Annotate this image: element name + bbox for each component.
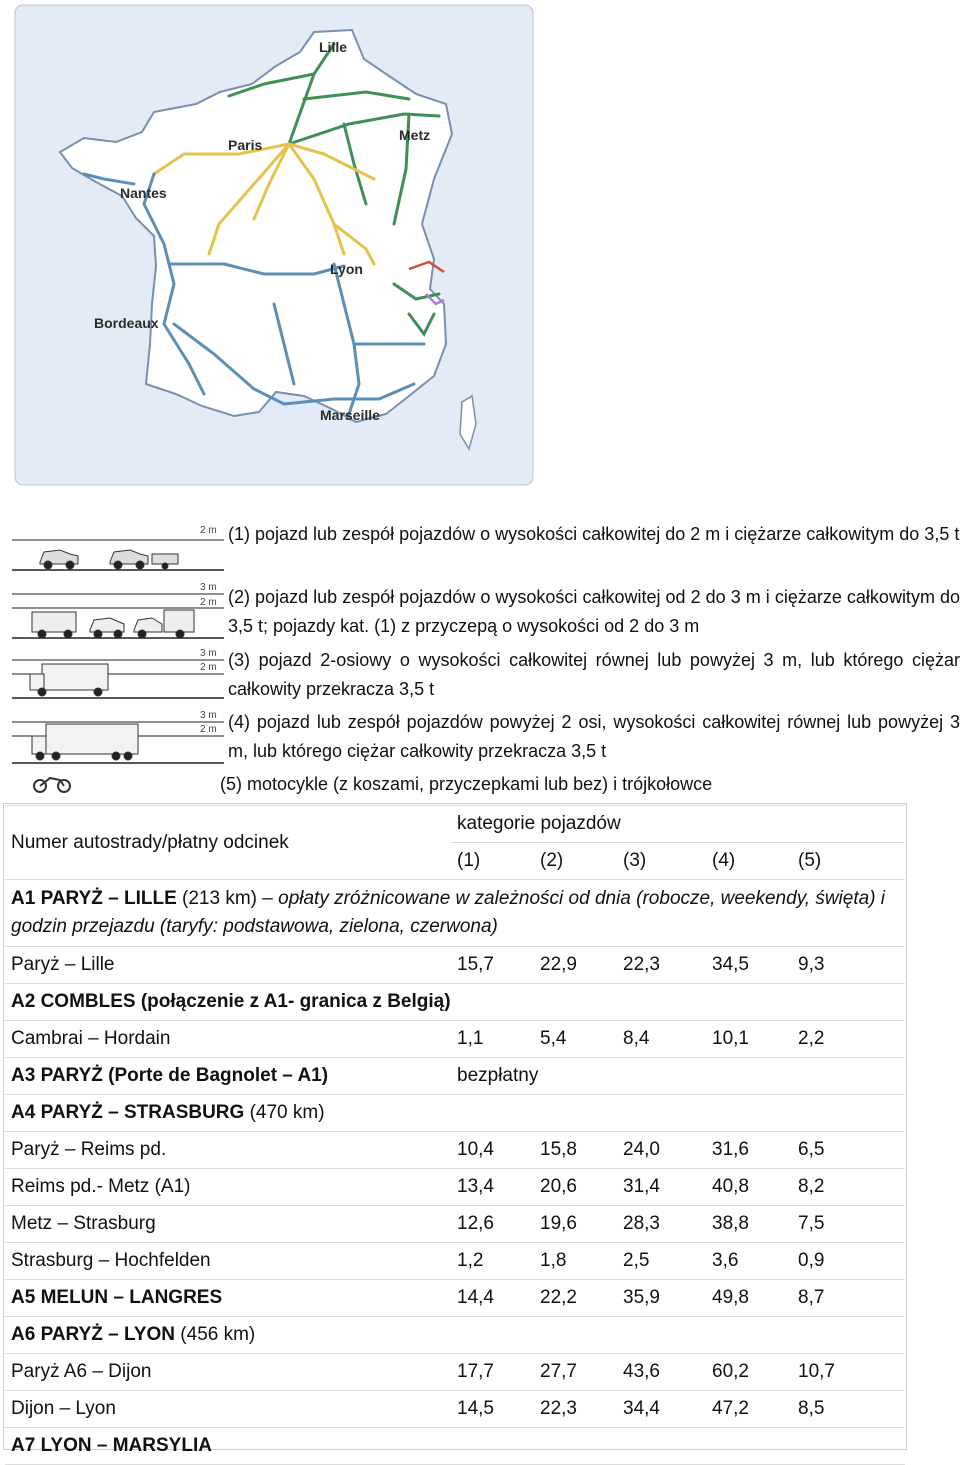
table-row: A3 PARYŻ (Porte de Bagnolet – A1) bezpłatny bbox=[5, 1058, 905, 1095]
semi-truck-icon bbox=[32, 724, 138, 760]
svg-text:2 m: 2 m bbox=[200, 525, 217, 536]
col-header-cat4: (4) bbox=[706, 843, 792, 880]
vehicle-icon-cat2 bbox=[12, 580, 224, 642]
col-header-cat1: (1) bbox=[451, 843, 534, 880]
city-label-lille: Lille bbox=[319, 39, 348, 55]
vehicle-icon-cat3 bbox=[12, 646, 224, 702]
category-1-description: (1) pojazd lub zespół pojazdów o wysokości całkowitej do 2 m i ciężarze całkowitym do 3,5 t bbox=[228, 524, 960, 544]
svg-text:3 m: 3 m bbox=[200, 648, 217, 659]
city-label-paris: Paris bbox=[228, 137, 263, 153]
city-label-nantes: Nantes bbox=[120, 185, 167, 201]
van-icon bbox=[32, 610, 194, 638]
city-label-metz: Metz bbox=[399, 127, 431, 143]
city-label-bordeaux: Bordeaux bbox=[94, 315, 159, 331]
a1-description-cell: A1 PARYŻ – LILLE (213 km) – opłaty zróżnicowane w zależności od dnia (robocze, weekendy, święta) i godzin przejazdu (taryfy: podstawowa, zielona, czerwona) bbox=[5, 880, 905, 947]
category-4-description: (4) pojazd lub zespół pojazdów powyżej 2 osi, wysokości całkowitej równej lub powyżej 3 m, lub którego ciężar całkowity przekracza 3,5 t bbox=[228, 712, 960, 761]
table-row: A6 PARYŻ – LYON (456 km) bbox=[5, 1317, 905, 1354]
col-header-cat3: (3) bbox=[617, 843, 706, 880]
col-header-cat2: (2) bbox=[534, 843, 617, 880]
table-row: Metz – Strasburg 12,6 19,6 28,3 38,8 7,5 bbox=[5, 1206, 905, 1243]
table-row: Paryż A6 – Dijon 17,7 27,7 43,6 60,2 10,7 bbox=[5, 1354, 905, 1391]
city-label-lyon: Lyon bbox=[330, 261, 363, 277]
table-header-row bbox=[5, 806, 905, 843]
vehicle-icon-cat5 bbox=[12, 770, 224, 798]
col-header-section: Numer autostrady/płatny odcinek bbox=[5, 806, 451, 880]
table-row: Paryż – Lille 15,7 22,9 22,3 34,5 9,3 bbox=[5, 947, 905, 984]
france-motorway-map bbox=[14, 4, 534, 486]
table-row: Cambrai – Hordain 1,1 5,4 8,4 10,1 2,2 bbox=[5, 1021, 905, 1058]
motorcycle-icon bbox=[34, 778, 70, 792]
table-row: A7 LYON – MARSYLIA bbox=[5, 1428, 905, 1465]
table-row: Reims pd.- Metz (A1) 13,4 20,6 31,4 40,8 8,2 bbox=[5, 1169, 905, 1206]
category-2-description: (2) pojazd lub zespół pojazdów o wysokości całkowitej od 2 do 3 m i ciężarze całkowitym do 3,5 t; pojazdy kat. (1) z przyczepą o wysokości od 2 do 3 m bbox=[228, 587, 960, 636]
svg-text:2 m: 2 m bbox=[200, 724, 217, 735]
truck-icon bbox=[30, 664, 108, 696]
col-header-cat5: (5) bbox=[792, 843, 905, 880]
svg-text:3 m: 3 m bbox=[200, 582, 217, 593]
table-row: Paryż – Reims pd. 10,4 15,8 24,0 31,6 6,5 bbox=[5, 1132, 905, 1169]
table-row: Strasburg – Hochfelden 1,2 1,8 2,5 3,6 0,9 bbox=[5, 1243, 905, 1280]
table-row: A4 PARYŻ – STRASBURG (470 km) bbox=[5, 1095, 905, 1132]
vehicle-icon-cat4 bbox=[12, 708, 224, 768]
table-row: Dijon – Lyon 14,5 22,3 34,4 47,2 8,5 bbox=[5, 1391, 905, 1428]
table-row-a1-description bbox=[5, 880, 905, 947]
table-row: A2 COMBLES (połączenie z A1- granica z Belgią) bbox=[5, 984, 905, 1021]
category-5-description: (5) motocykle (z koszami, przyczepkami lub bez) i trójkołowce bbox=[220, 774, 713, 794]
table-row: A5 MELUN – LANGRES 14,4 22,2 35,9 49,8 8,7 bbox=[5, 1280, 905, 1317]
category-3-description: (3) pojazd 2-osiowy o wysokości całkowitej równej lub powyżej 3 m, lub którego ciężar całkowity przekracza 3,5 t bbox=[228, 650, 960, 699]
svg-text:2 m: 2 m bbox=[200, 597, 217, 608]
svg-text:3 m: 3 m bbox=[200, 710, 217, 721]
car-icon bbox=[40, 550, 178, 569]
svg-text:2 m: 2 m bbox=[200, 662, 217, 673]
col-header-vehicle-categories: kategorie pojazdów bbox=[451, 806, 905, 843]
toll-table bbox=[5, 805, 905, 1465]
vehicle-icon-cat1 bbox=[12, 520, 224, 575]
city-label-marseille: Marseille bbox=[320, 407, 380, 423]
